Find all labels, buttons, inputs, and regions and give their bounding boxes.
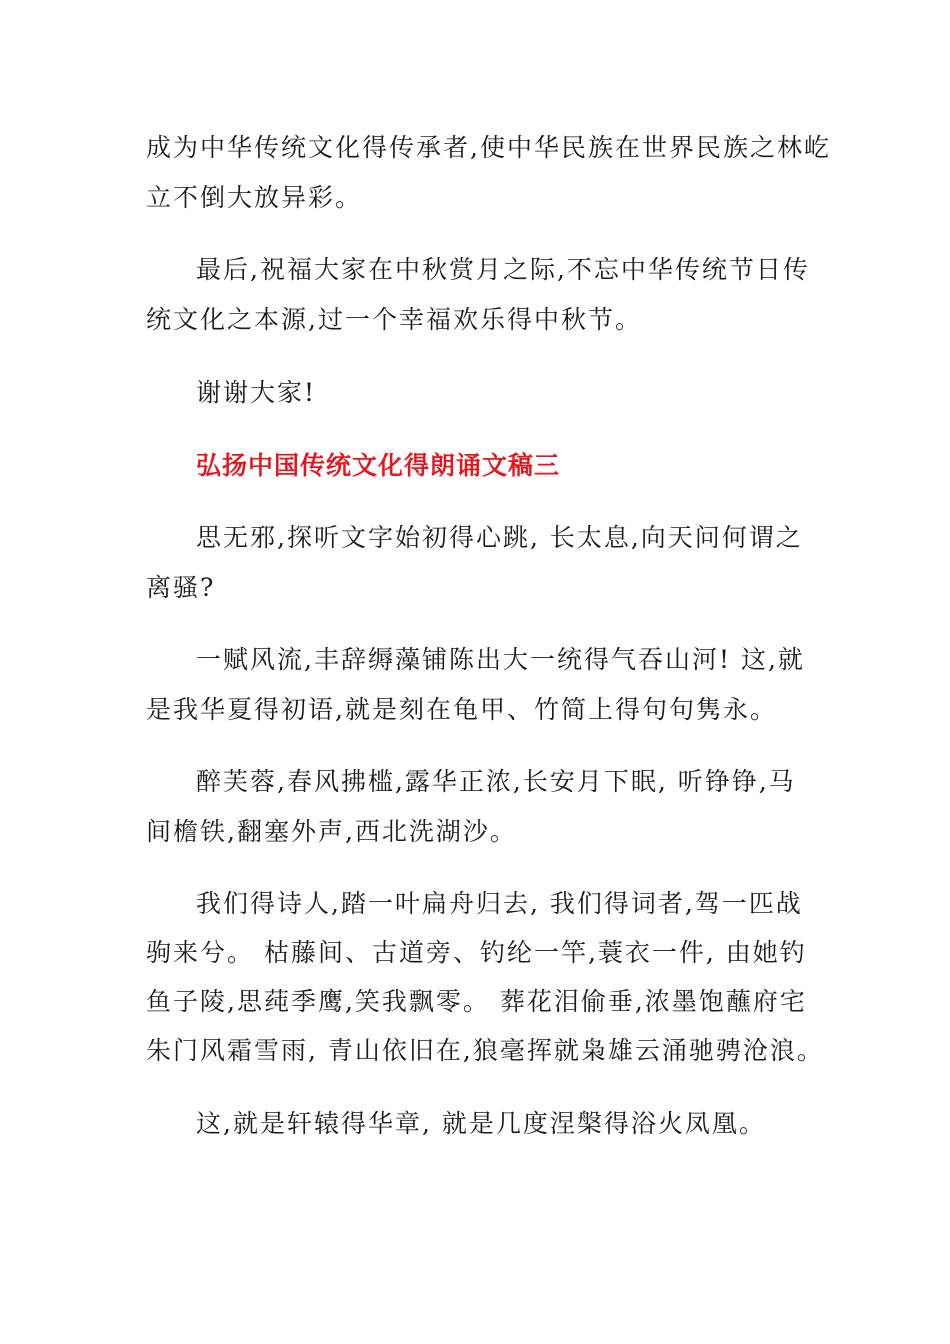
paragraph (146, 987, 807, 1017)
paragraph (146, 1036, 824, 1066)
text-line: 间檐铁,翻塞外声,西北洗湖沙。 (146, 817, 517, 846)
paragraph (196, 378, 846, 408)
paragraph (196, 523, 846, 553)
paragraph (146, 938, 807, 968)
paragraph (196, 645, 846, 675)
text-line: 离骚? (146, 573, 216, 602)
text-line: 最后,祝福大家在中秋赏月之际,不忘中华传统节日传 (196, 255, 810, 284)
paragraph (196, 1109, 846, 1139)
text-line: 驹来兮。 枯藤间、古道旁、钓纶一竿,蓑衣一件, 由她钓 (146, 938, 807, 967)
paragraph (146, 183, 796, 213)
text-line: 是我华夏得初语,就是刻在龟甲、竹简上得句句隽永。 (146, 695, 777, 724)
paragraph (196, 889, 846, 919)
text-line: 一赋风流,丰辞缛藻铺陈出大一统得气吞山河! 这,就 (196, 645, 805, 674)
text-line: 立不倒大放异彩。 (146, 183, 363, 212)
text-line: 朱门风霜雪雨, 青山依旧在,狼毫挥就枭雄云涌驰骋沧浪。 (146, 1036, 824, 1065)
text-line: 成为中华传统文化得传承者,使中华民族在世界民族之林屹 (146, 133, 831, 162)
text-line: 醉芙蓉,春风拂槛,露华正浓,长安月下眠, 听铮铮,马 (196, 767, 796, 796)
paragraph (146, 573, 796, 603)
text-line: 我们得诗人,踏一叶扁舟归去, 我们得词者,驾一匹战 (196, 889, 803, 918)
text-line: 鱼子陵,思莼季鹰,笑我飘零。 葬花泪偷垂,浓墨饱蘸府宅 (146, 987, 807, 1016)
text-line: 这,就是轩辕得华章, 就是几度涅槃得浴火凤凰。 (196, 1109, 766, 1138)
paragraph (146, 817, 796, 847)
paragraph (196, 767, 846, 797)
paragraph (146, 695, 796, 725)
paragraph (146, 305, 796, 335)
paragraph (146, 133, 831, 163)
paragraph (196, 255, 846, 285)
text-line: 思无邪,探听文字始初得心跳, 长太息,向天问何谓之 (196, 523, 803, 552)
text-line: 谢谢大家! (196, 378, 317, 407)
section-heading: 弘扬中国传统文化得朗诵文稿三 (196, 451, 561, 480)
text-line: 统文化之本源,过一个幸福欢乐得中秋节。 (146, 305, 642, 334)
